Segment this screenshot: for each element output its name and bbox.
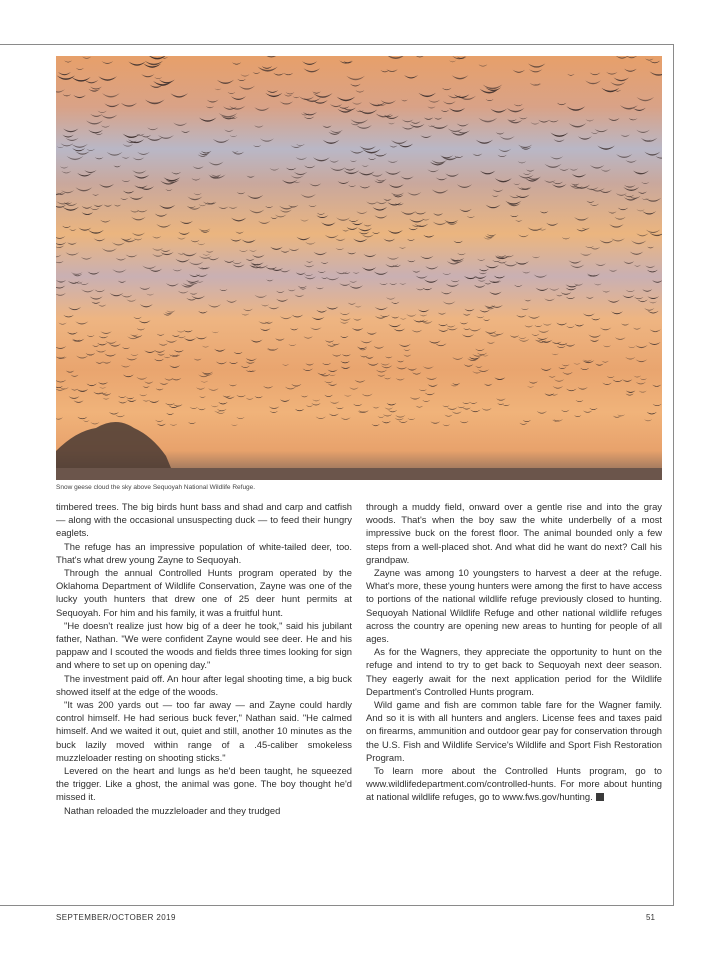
- end-of-story-mark-icon: [596, 793, 604, 801]
- left-paragraph: "It was 200 yards out — too far away — and Zayne could hardly control himself. He had serious buck fever," Nathan said. "He calmed himself. And we waited it out, quiet and still, another 10 minutes as the buck lazily moved within range of a .45-caliber smokeless muzzleloader resting on shooting sticks.": [56, 699, 352, 763]
- issue-date: SEPTEMBER/OCTOBER 2019: [56, 913, 176, 922]
- right-paragraph: [366, 764, 662, 804]
- frame-right-rule: [673, 44, 674, 906]
- left-paragraph: "He doesn't realize just how big of a deer he took," said his jubilant father, Nathan. "We were confident Zayne would see deer. He and his pappaw and I scouted the woods and fields three times looking for sign and where to set up on opening day.": [56, 619, 352, 671]
- right-paragraph: As for the Wagners, they appreciate the opportunity to hunt on the refuge and intend to try to get back to Sequoyah next deer season. They eagerly await for the next application period for the Wildlife Department's Controlled Hunts program.: [366, 646, 662, 697]
- page-number: 51: [646, 913, 655, 922]
- photo-caption: Snow geese cloud the sky above Sequoyah National Wildlife Refuge.: [56, 484, 256, 491]
- closing-paragraph-text: To learn more about the Controlled Hunts program, go to www.wildlifedepartment.com/controlled-hunts. For more about hunting at national wildlife refuges, go to www.fws.gov/hunting.: [366, 765, 662, 803]
- article-left-column: [56, 500, 352, 817]
- left-paragraph: Nathan reloaded the muzzleloader and they trudged: [64, 804, 281, 816]
- left-paragraph: The refuge has an impressive population of white-tailed deer, too. That's what drew young Zayne to Sequoyah.: [56, 540, 352, 565]
- left-paragraph: Through the annual Controlled Hunts program operated by the Oklahoma Department of Wildlife Conservation, Zayne was one of the lucky youth hunters that drew one of 25 deer hunt permits at Sequoyah. For him and his family, it was a fruitful hunt.: [56, 567, 352, 618]
- right-paragraph: Zayne was among 10 youngsters to harvest a deer at the refuge. What's more, these young hunters were among the first to have access to portions of the national wildlife refuge previously closed to hunting. Sequoyah National Wildlife Refuge and other national wildlife refuges across the country are opening new areas to hunting for people of all ages.: [366, 567, 662, 645]
- snow-geese-photo: [56, 56, 662, 480]
- left-paragraph: The investment paid off. An hour after legal shooting time, a big buck showed itself at the edge of the woods.: [56, 672, 352, 697]
- article-right-column: [366, 500, 662, 804]
- frame-bottom-rule: [0, 905, 674, 906]
- right-paragraph: through a muddy field, onward over a gentle rise and into the gray woods. That's when the boy saw the white underbelly of a most impressive buck on the forest floor. The animal bounded only a few steps from a well-placed shot. And what did he want do next? Call his grandpaw.: [366, 501, 662, 565]
- left-paragraph: Levered on the heart and lungs as he'd been taught, he squeezed the trigger. Like a ghost, the animal was gone. The boy thought he'd missed it.: [56, 765, 352, 803]
- frame-top-rule: [0, 44, 674, 45]
- left-paragraph: timbered trees. The big birds hunt bass and shad and carp and catfish — along with the occasional unsuspecting duck — to feed their hungry eaglets.: [56, 501, 352, 539]
- geese-flock-image: [56, 56, 662, 480]
- right-paragraph: Wild game and fish are common table fare for the Wagner family. And so it is with all hunters and anglers. License fees and taxes paid on firearms, ammunition and outdoor gear pay for conservation through the U.S. Fish and Wildlife Service's Wildlife and Sport Fish Restoration Program.: [366, 699, 662, 763]
